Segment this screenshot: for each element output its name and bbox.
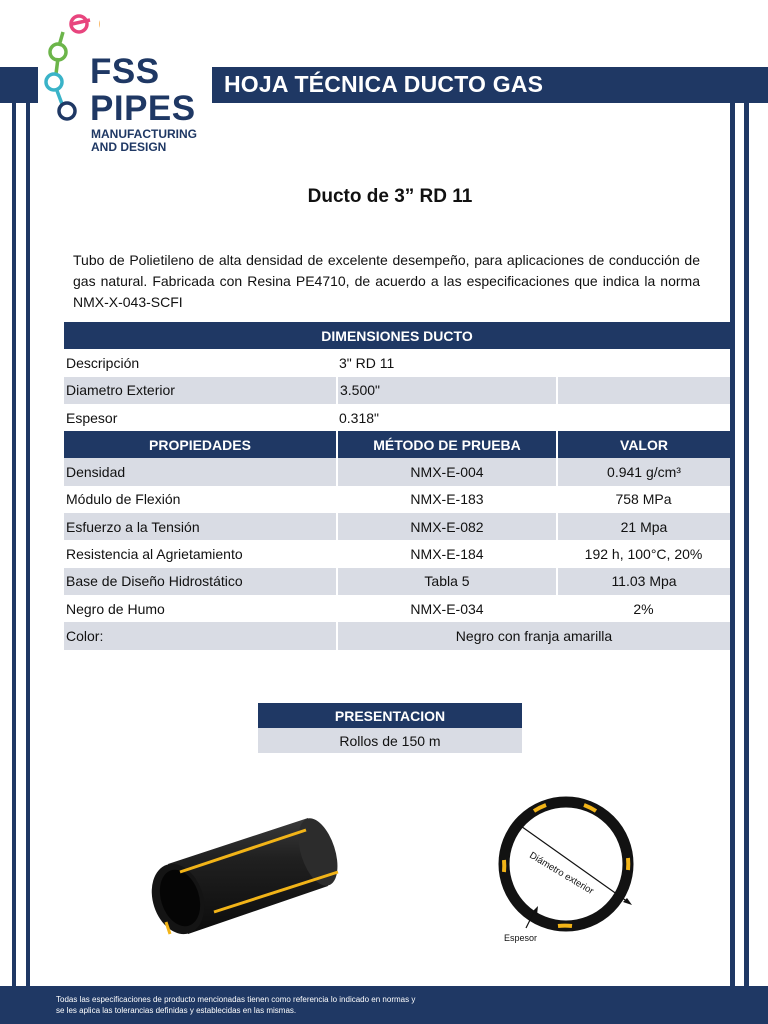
thickness-label: Espesor: [504, 933, 538, 943]
table-row: [64, 377, 730, 404]
property-value: 192 h, 100°C, 20%: [584, 546, 703, 563]
diameter-label: Diámetro exterior: [527, 850, 596, 897]
company-logo: [40, 10, 220, 160]
table-row: [64, 458, 730, 485]
left-rail-inner: [26, 103, 30, 986]
footer-line1: Todas las especificaciones de producto mencionadas tienen como referencia lo indicado en normas y: [56, 995, 416, 1004]
spec-table: [64, 322, 730, 650]
logo-subtitle-line1: MANUFACTURING: [91, 127, 197, 141]
table-row: [64, 622, 730, 649]
dimension-empty: [557, 377, 730, 404]
product-title: Ducto de 3” RD 11: [307, 186, 473, 207]
dimension-value: 3.500": [337, 377, 557, 404]
test-method: NMX-E-004: [337, 458, 557, 485]
property-value: 11.03 Mpa: [557, 568, 730, 595]
dimension-empty: [557, 349, 730, 376]
logo-text-pipes: PIPES: [90, 89, 196, 128]
color-label: Color:: [64, 622, 337, 649]
property-name: Resistencia al Agrietamiento: [66, 546, 243, 563]
test-method: NMX-E-183: [410, 491, 484, 508]
property-value: 2%: [633, 600, 654, 617]
cross-section-diagram: [488, 790, 648, 940]
right-rail-inner: [730, 103, 735, 986]
left-rail-outer: [12, 103, 16, 986]
pipe-illustration: [140, 812, 350, 947]
header-band: [212, 67, 768, 103]
presentation-header: PRESENTACION: [258, 703, 522, 728]
presentation-table: [258, 703, 522, 753]
test-method: NMX-E-184: [410, 546, 484, 563]
table-row: [64, 486, 730, 513]
table-row: [64, 540, 730, 567]
properties-header: PROPIEDADES: [64, 431, 337, 458]
footer-line2: se les aplica las tolerancias definidas y establecidas en las mismas.: [56, 1006, 297, 1015]
dimension-label: Espesor: [66, 409, 118, 426]
logo-subtitle: [91, 128, 197, 154]
product-description: Tubo de Polietileno de alta densidad de excelente desempeño, para aplicaciones de conducción de gas natural. Fabricada con Resina PE4710, de acuerdo a las especificaciones que indica la norma NMX-X-043-SCFI: [73, 252, 700, 310]
property-name: Módulo de Flexión: [66, 491, 181, 508]
property-name: Base de Diseño Hidrostático: [64, 568, 337, 595]
method-header: MÉTODO DE PRUEBA: [337, 431, 557, 458]
property-value: 21 Mpa: [557, 513, 730, 540]
right-rail-outer: [744, 103, 749, 986]
table-row: [64, 349, 730, 376]
header-band-left: [0, 67, 38, 103]
value-header: VALOR: [557, 431, 730, 458]
dimension-label: Descripción: [66, 354, 140, 371]
logo-subtitle-line2: AND DESIGN: [91, 140, 167, 154]
presentation-value: Rollos de 150 m: [258, 728, 522, 753]
property-value: 0.941 g/cm³: [557, 458, 730, 485]
logo-text-fss: FSS: [90, 52, 160, 91]
footer-band: [0, 986, 768, 1024]
footer-disclaimer: [56, 994, 415, 1016]
property-name: Esfuerzo a la Tensión: [64, 513, 337, 540]
table-row: [64, 595, 730, 622]
color-value: Negro con franja amarilla: [337, 622, 730, 649]
dimension-label: Diametro Exterior: [64, 377, 337, 404]
test-method: NMX-E-082: [337, 513, 557, 540]
dimension-value: 0.318": [339, 409, 380, 426]
property-name: Densidad: [64, 458, 337, 485]
dimension-empty: [557, 404, 730, 431]
table-row: [64, 513, 730, 540]
test-method: Tabla 5: [337, 568, 557, 595]
properties-header-row: [64, 431, 730, 458]
property-value: 758 MPa: [615, 491, 672, 508]
test-method: NMX-E-034: [410, 600, 484, 617]
property-name: Negro de Humo: [66, 600, 165, 617]
table-row: [64, 568, 730, 595]
dimensions-header-row: [64, 322, 730, 349]
page-title: HOJA TÉCNICA DUCTO GAS: [224, 71, 544, 97]
dimension-value: 3" RD 11: [339, 354, 395, 371]
dimensions-header: DIMENSIONES DUCTO: [64, 322, 730, 349]
table-row: [64, 404, 730, 431]
